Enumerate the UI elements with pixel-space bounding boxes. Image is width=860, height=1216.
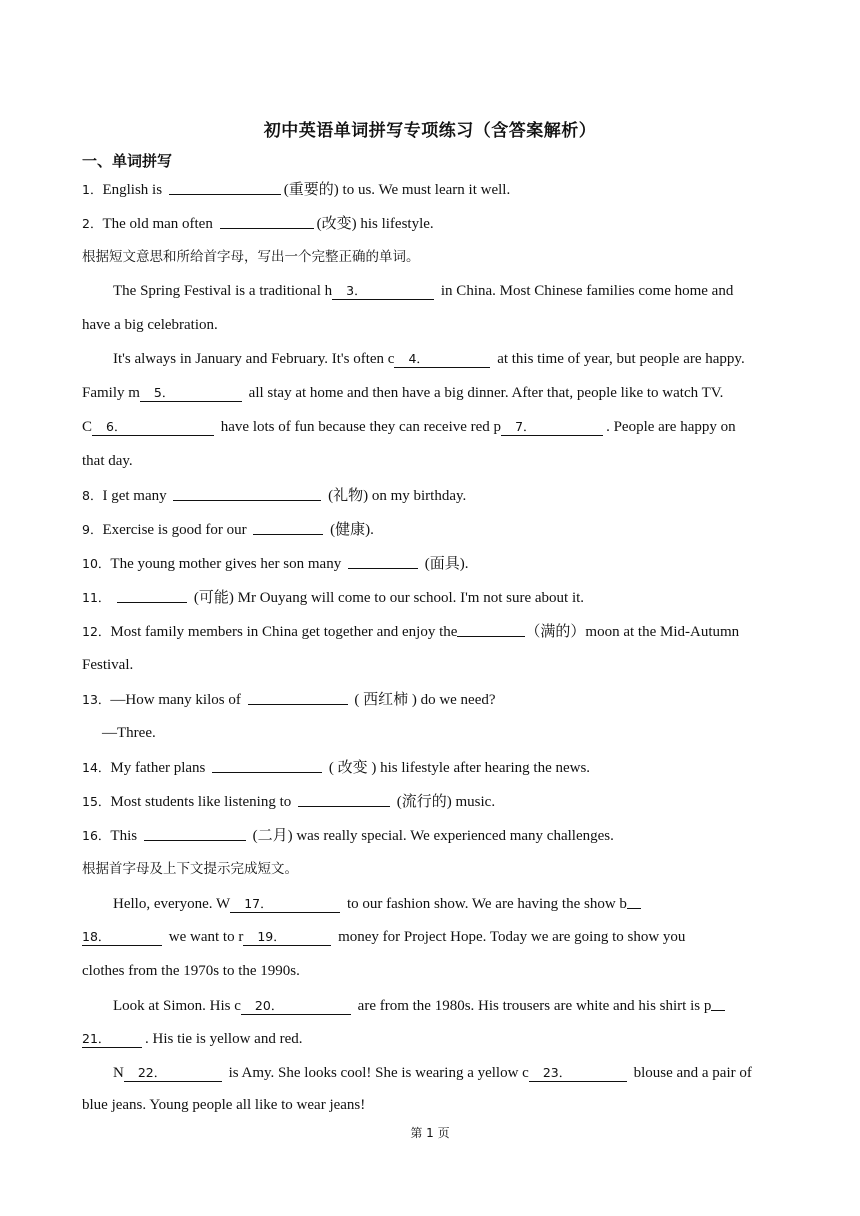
question-number: 10．	[82, 556, 111, 571]
question-text: (二月) was really special. We experienced many challenges.	[252, 828, 614, 844]
passage-text: money for Project Hope. Today we are going to show you	[338, 929, 686, 945]
question-text: Most family members in China get together and enjoy the	[110, 624, 458, 640]
question-number: 13．	[82, 692, 111, 707]
question-12	[82, 620, 739, 643]
passage-text: have lots of fun because they can receive red p	[220, 419, 502, 435]
passage-text: N	[113, 1065, 124, 1081]
question-text: (面具).	[424, 556, 469, 572]
question-number: 12．	[82, 624, 111, 639]
passage-text: C	[82, 419, 93, 435]
answer-blank-3[interactable]: 3．	[332, 283, 434, 300]
question-14	[82, 756, 590, 779]
question-16	[82, 824, 614, 847]
answer-blank[interactable]	[457, 621, 525, 637]
question-text: (重要的) to us. We must learn it well.	[283, 182, 511, 198]
page-number: 第 1 页	[410, 1126, 450, 1140]
question-2	[82, 212, 434, 235]
question-number: 15．	[82, 794, 111, 809]
page-title: 初中英语单词拼写专项练习（含答案解析）	[263, 121, 597, 141]
answer-blank-5[interactable]: 5．	[140, 385, 242, 402]
question-number: 1．	[82, 182, 103, 197]
answer-blank-18-start[interactable]	[627, 893, 641, 909]
answer-blank-18[interactable]: 18．	[82, 929, 162, 946]
passage-text: Look at Simon. His c	[113, 998, 241, 1014]
passage-line	[113, 994, 725, 1017]
passage-line	[82, 382, 723, 404]
question-text: The young mother gives her son many	[110, 556, 342, 572]
question-text: Festival.	[82, 657, 134, 673]
passage-text: in China. Most Chinese families come home and	[440, 283, 734, 299]
answer-blank[interactable]	[173, 485, 321, 501]
answer-blank-6[interactable]: 6．	[92, 419, 214, 436]
question-text: Exercise is good for our	[102, 522, 247, 538]
answer-blank-22[interactable]: 22．	[124, 1065, 222, 1082]
question-text: Most students like listening to	[110, 794, 292, 810]
passage-text: Family m	[82, 385, 140, 401]
answer-blank-17[interactable]: 17．	[230, 896, 340, 913]
passage-text: blouse and a pair of	[633, 1065, 752, 1081]
question-number: 16．	[82, 828, 111, 843]
section-heading: 一、单词拼写	[82, 152, 173, 170]
answer-blank-20[interactable]: 20．	[241, 998, 351, 1015]
answer-blank[interactable]	[144, 825, 246, 841]
question-text: (可能) Mr Ouyang will come to our school. I'm not sure about it.	[193, 590, 585, 606]
passage-text: all stay at home and then have a big dinner. After that, people like to watch TV.	[248, 385, 724, 401]
question-8	[82, 484, 466, 507]
question-text: —How many kilos of	[110, 692, 241, 708]
question-text: (健康).	[330, 522, 374, 538]
passage-text: is Amy. She looks cool! She is wearing a yellow c	[228, 1065, 529, 1081]
passage-text: to our fashion show. We are having the show b	[346, 896, 627, 912]
question-number: 2．	[82, 216, 103, 231]
question-text: (流行的) music.	[396, 794, 496, 810]
instruction-1: 根据短文意思和所给首字母，写出一个完整正确的单词。	[82, 249, 420, 265]
question-text: My father plans	[110, 760, 206, 776]
passage-text: It's always in January and February. It's often c	[113, 351, 395, 367]
passage-line	[113, 280, 733, 302]
passage-text: are from the 1980s. His trousers are white and his shirt is p	[357, 998, 712, 1014]
passage-line	[113, 892, 641, 915]
passage-text: at this time of year, but people are happy.	[497, 351, 745, 367]
question-text: English is	[102, 182, 163, 198]
question-13	[82, 688, 496, 711]
question-text: The old man often	[102, 216, 213, 232]
answer-blank-21[interactable]: 21．	[82, 1031, 142, 1048]
answer-blank-19[interactable]: 19．	[243, 929, 331, 946]
answer-blank[interactable]	[212, 757, 322, 773]
question-text: ( 改变 ) his lifestyle after hearing the news.	[328, 760, 591, 776]
answer-blank-4[interactable]: 4．	[394, 351, 490, 368]
passage-text: we want to r	[168, 929, 244, 945]
passage-line	[82, 926, 685, 948]
question-number: 9．	[82, 522, 103, 537]
passage-text: . People are happy on	[606, 419, 736, 435]
passage-text: . His tie is yellow and red.	[145, 1031, 303, 1047]
passage-line	[113, 1062, 752, 1084]
question-text: (礼物) on my birthday.	[328, 488, 467, 504]
answer-blank[interactable]	[298, 791, 390, 807]
question-9	[82, 518, 374, 541]
passage-text: The Spring Festival is a traditional h	[113, 283, 333, 299]
question-1	[82, 178, 510, 201]
passage-line: clothes from the 1970s to the 1990s.	[82, 963, 300, 979]
question-text: I get many	[102, 488, 167, 504]
question-text: This	[110, 828, 138, 844]
question-number: 11．	[82, 590, 111, 605]
question-text: —Three.	[102, 725, 156, 741]
question-number: 14．	[82, 760, 111, 775]
question-text: （满的）moon at the Mid-Autumn	[525, 624, 740, 640]
answer-blank-23[interactable]: 23．	[529, 1065, 627, 1082]
answer-blank-7[interactable]: 7．	[501, 419, 603, 436]
answer-blank[interactable]	[117, 587, 187, 603]
passage-line	[82, 1028, 302, 1050]
instruction-2: 根据首字母及上下文提示完成短文。	[82, 861, 298, 877]
passage-line: blue jeans. Young people all like to wear jeans!	[82, 1097, 366, 1113]
passage-line	[113, 348, 745, 370]
answer-blank[interactable]	[348, 553, 418, 569]
question-15	[82, 790, 495, 813]
answer-blank[interactable]	[169, 179, 281, 195]
question-text: (改变) his lifestyle.	[316, 216, 434, 232]
passage-line: that day.	[82, 453, 133, 469]
question-11	[82, 586, 584, 609]
passage-line: have a big celebration.	[82, 317, 218, 333]
answer-blank[interactable]	[220, 213, 314, 229]
answer-blank-21-start[interactable]	[711, 995, 725, 1011]
passage-text: Hello, everyone. W	[113, 896, 231, 912]
question-text: ( 西红柿 ) do we need?	[354, 692, 496, 708]
passage-line	[82, 416, 736, 438]
answer-blank[interactable]	[253, 519, 323, 535]
answer-blank[interactable]	[248, 689, 348, 705]
question-10	[82, 552, 468, 575]
question-number: 8．	[82, 488, 103, 503]
